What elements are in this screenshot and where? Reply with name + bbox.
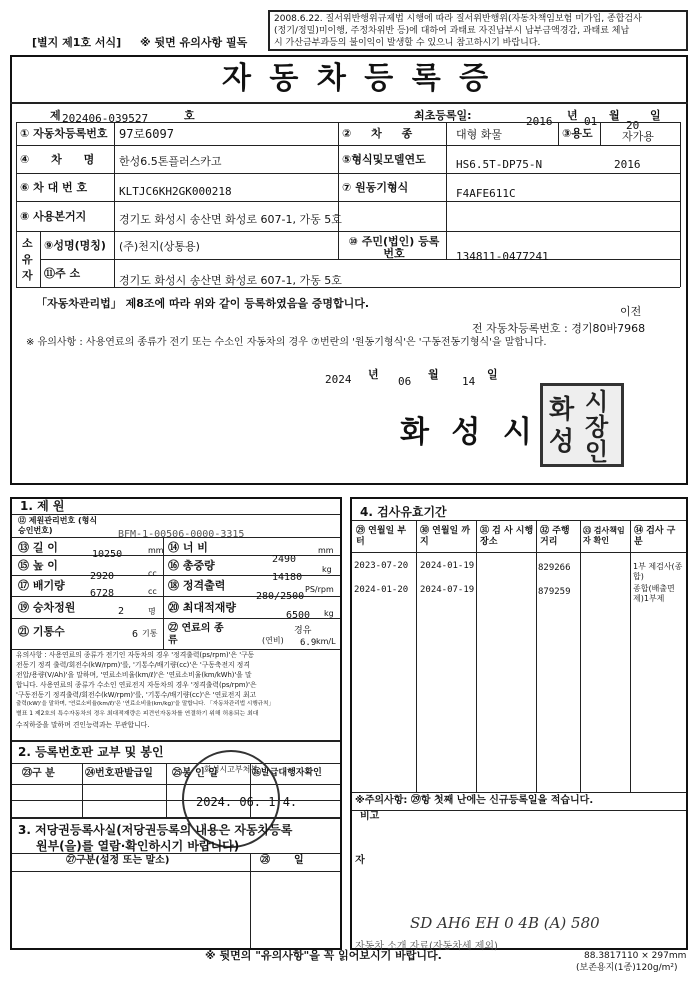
seats-label: ⑲ 승차정원 — [18, 601, 76, 614]
lien-col-kind: ㉗구분(설정 또는 말소) — [66, 855, 170, 866]
first-reg-year: 2016 — [526, 115, 553, 128]
bottom-faint-text: 자동차 소개 자료(자동차세 제외) — [355, 941, 498, 952]
type-label: ② 차 종 — [342, 127, 421, 140]
owner-side-label: 소 유 자 — [22, 237, 33, 282]
base-label: ⑧ 사용본거지 — [20, 210, 87, 223]
model-label: ⑤형식및모델연도 — [342, 153, 426, 166]
gross-label: ⑯ 총중량 — [168, 559, 215, 572]
handwritten-note: SD AH6 EH 0 4B (A) 580 — [410, 914, 600, 932]
plate-col-issue-date: ㉔번호판발급일 — [85, 768, 153, 779]
doc-no-label: 제 — [50, 109, 61, 122]
insp-col-place: ㉛ 검 사 시행장소 — [480, 526, 534, 547]
spec-title: 1. 제 원 — [20, 499, 65, 513]
transfer-note: 이전 — [620, 305, 642, 318]
model-year: 2016 — [614, 158, 641, 171]
issuer-name: 화 성 시 — [400, 415, 538, 450]
stamp-date: 2024. 06. 1 4. — [196, 795, 298, 809]
owner-addr-value: 경기도 화성시 송산면 화성로 607-1, 가동 5호 — [119, 274, 342, 287]
certify-text: 「자동차관리법」 제8조에 따라 위와 같이 등록하였음을 증명합니다. — [36, 297, 370, 310]
base-value: 경기도 화성시 송산면 화성로 607-1, 가동 5호 — [119, 213, 342, 226]
use-label: ③용도 — [562, 127, 593, 140]
owner-id-label: ⑩ 주민(법인) 등록번호 — [348, 235, 440, 260]
model-value: HS6.5T-DP75-N — [456, 158, 543, 171]
notice-box: 2008.6.22. 질서위반행위규제법 시행에 따라 질서위반행위(자동차책임보험 미가입, 종합검사 (정기/정밀)미이행, 주정차위반 등)에 대하여 과태료 자진납부시 납부금액경감, 과태료 체납 시 가산금부과등의 불이익이 발생할 수 있으니 참고하시기 바랍니다. — [268, 10, 688, 51]
cylinders-label: ㉑ 기통수 — [18, 625, 65, 638]
inspection-caution: ※주의사항: ㉙항 첫째 난에는 신규등록일을 적습니다. — [355, 795, 594, 806]
length-label: ⑬ 길 이 — [18, 541, 58, 554]
plate-col-kind: ㉓구 분 — [22, 768, 55, 779]
insp-col-from: ㉙ 연월일 부 터 — [356, 526, 407, 547]
issue-month: 06 — [398, 375, 412, 388]
doc-title: 자 동 차 등 록 증 — [222, 61, 493, 96]
lien-title: 3. 저당권등록사실(저당권등록의 내용은 자동차등록 — [18, 823, 293, 837]
gross-value: 14180 — [272, 572, 303, 583]
owner-id-value: 134811-0477241 — [456, 250, 549, 263]
displacement-value: 6728 — [90, 588, 115, 599]
use-value: 자가용 — [622, 130, 654, 143]
plate-col-agent-check: ㉖발급대행자확인 — [252, 768, 322, 778]
seats-value: 2 — [118, 606, 125, 617]
insp-col-to: ㉚ 연월일 까 지 — [420, 526, 471, 547]
doc-no: 202406-039527 — [62, 112, 149, 125]
owner-addr-label: ⑪주 소 — [44, 267, 81, 280]
reg-no-label: ① 자동차등록번호 — [20, 127, 108, 140]
lien-col-date: ㉘일 자 — [260, 855, 389, 866]
issue-day: 14 — [462, 375, 476, 388]
reg-no-value: 97로6097 — [119, 127, 174, 141]
official-seal: 화성 시장인 — [540, 383, 624, 467]
first-reg-label: 최초등록일: — [414, 109, 472, 122]
back-notice-top: ※ 뒷면 유의사항 필독 — [140, 36, 248, 49]
length-value: 10250 — [92, 549, 123, 560]
power-label: ⑱ 정격출력 — [168, 579, 226, 592]
width-label: ⑭ 너 비 — [168, 541, 208, 554]
paper-size: 88.3817110 × 297mm — [584, 951, 687, 961]
vin-value: KLTJC6KH2GK000218 — [119, 185, 232, 198]
approval-label: ⑫ 제원관리번호 (형식승인번호) — [18, 516, 98, 535]
height-label: ⑮ 높 이 — [18, 559, 58, 572]
fuel-value: 경유 — [294, 626, 312, 636]
remark-label: 비고 — [360, 811, 380, 822]
displacement-label: ⑰ 배기량 — [18, 579, 65, 592]
vin-label: ⑥ 차 대 번 호 — [20, 181, 88, 194]
inspection-title: 4. 검사유효기간 — [360, 505, 447, 519]
form-label: [별지 제1호 서식] — [32, 36, 122, 49]
owner-name-label: ⑨성명(명칭) — [44, 239, 106, 252]
doc-no-suffix: 호 — [184, 109, 195, 122]
load-label: ⑳ 최대적재량 — [168, 601, 236, 614]
name-label: ④ 차 명 — [20, 153, 104, 166]
approval-value: BFM-1-00506-0000-3315 — [118, 529, 245, 540]
plate-seal-stamp: 화성시고부처분 2024. 06. 1 4. — [182, 750, 280, 848]
old-reg-no-note: 전 자동차등록번호 : 경기80바7968 — [472, 322, 646, 335]
power-value: 280/2500 — [256, 591, 305, 602]
load-value: 6500 — [286, 610, 311, 621]
lien-title-2: 원부(을)를 열람·확인하시기 바랍니다) — [36, 839, 240, 853]
name-value: 한성6.5톤플러스카고 — [119, 155, 222, 168]
insp-col-mileage: ㉜ 주행 거리 — [540, 526, 570, 547]
engine-label: ⑦ 원동기형식 — [342, 181, 409, 194]
insp-col-kind: ㉞ 검사 구분 — [634, 526, 676, 547]
engine-value: F4AFE611C — [456, 187, 516, 200]
insp-col-checker: ㉝ 검사책임자 확인 — [583, 526, 625, 545]
cylinders-value: 6 — [132, 629, 139, 640]
plate-col-seal-date: ㉕봉 인 일 — [172, 768, 218, 779]
paper-type: (보존용지(1종)120g/m²) — [576, 963, 678, 973]
height-value: 2920 — [90, 571, 115, 582]
efficiency-value: 6.9 — [300, 638, 317, 648]
bottom-notice: ※ 뒷면의 "유의사항"을 꼭 읽어보시기 바랍니다. — [205, 949, 442, 962]
issue-year: 2024 — [325, 373, 352, 386]
fuel-note: ※ 유의사항 : 사용연료의 종류가 전기 또는 수소인 자동차의 경우 ⑦번란의 '원동기형식'은 '구동전동기형식'을 말합니다. — [26, 337, 547, 348]
type-value: 대형 화물 — [456, 128, 503, 141]
owner-name-value: (주)천지(상통용) — [119, 240, 200, 253]
plate-title: 2. 등록번호판 교부 및 봉인 — [18, 745, 164, 759]
width-value: 2490 — [272, 554, 297, 565]
fuel-label: ㉒ 연료의 종류 — [168, 623, 224, 646]
